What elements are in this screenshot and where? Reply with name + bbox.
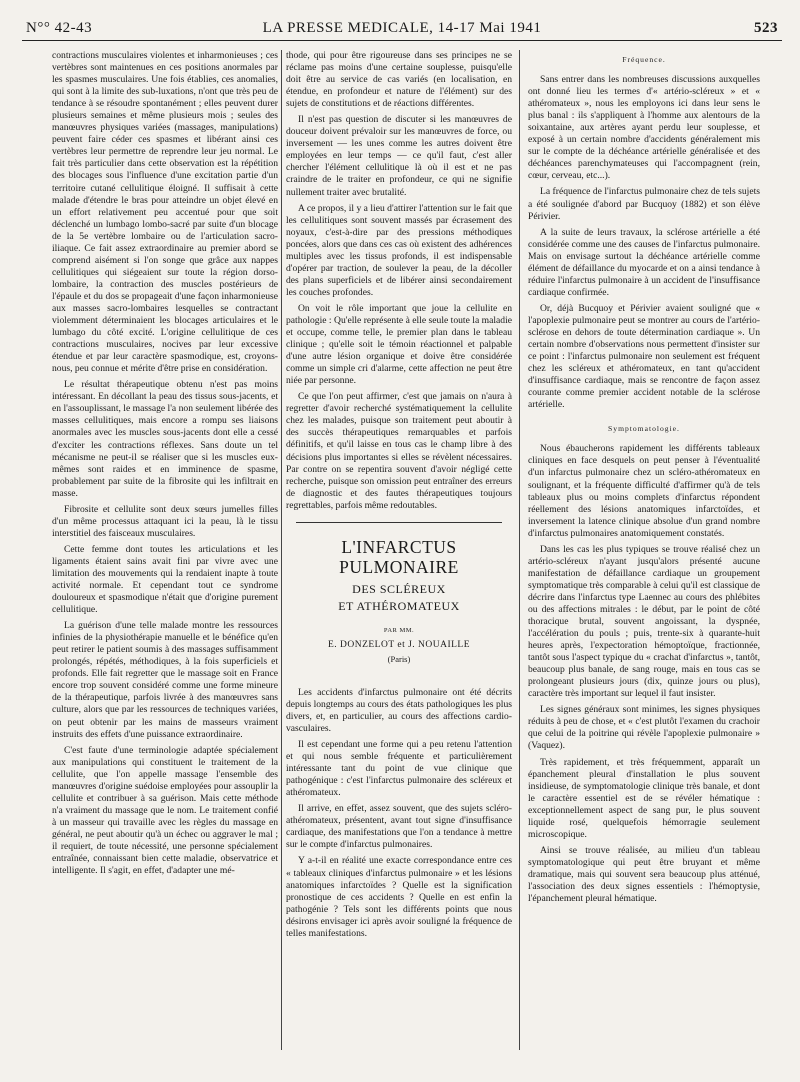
column-rule-right	[519, 50, 520, 1050]
paragraph: Les signes généraux sont minimes, les signes physiques réduits à peu de chose, et « c'est plutôt l'examen du crachoir que celui de la poitrine qui révèle l'apoplexie pulmonaire » (Vaquez).	[528, 704, 760, 752]
article-separator	[296, 522, 502, 523]
paragraph: Dans les cas les plus typiques se trouve réalisé chez un artério-scléreux n'ayant jusqu'alors présenté aucune manifestation de défaillance cardiaque un groupement symptomatique très comparable à celui qu'il est classique de décrire dans l'infarctus type Laennec au cours des phlébites ou des affections mitrales : le début, par le point de côté thoracique brutal, souvent angoissant, la dyspnée, l'accélération du pouls ; puis, trente-six à quarante-huit heures après, l'expectoration hémoptoïque, fractionnée, tantôt sous l'aspect typique du « crachat d'infarctus », tantôt, beaucoup plus banale, de sang rouge, mais en tous cas se prolongeant plusieurs jours (dix, quinze jours ou plus), caractère très important sur lequel il faut insister.	[528, 543, 760, 700]
paragraph: Le résultat thérapeutique obtenu n'est pas moins intéressant. En décollant la peau des tissus sous-jacents, et en l'assouplissant, le massage l'a non seulement libérée des masses cellulitiques, mais encore a rompu ses liaisons anormales avec les muscles sous-jacents dont elle a cessé d'exciter les contractions réflexes. Sans doute un tel mécanisme ne peut-il se réaliser que si les muscles eux-mêmes sont raides et en imminence de spasme, probablement par suite de la fibrosite qui les infiltrait en masse.	[52, 379, 278, 499]
article-subtitle: DES SCLÉREUX	[352, 581, 446, 596]
page-number: 523	[754, 20, 778, 36]
paragraph: Il arrive, en effet, assez souvent, que des sujets scléro-athéromateux, présentent, avant tout signe d'insuffisance cardiaque, des manifestations que l'on a tendance à mettre sur le compte d'infarctus pulmonaires.	[286, 803, 512, 851]
journal-title: LA PRESSE MEDICALE, 14-17 Mai 1941	[262, 20, 542, 36]
byline-place: (Paris)	[387, 653, 411, 664]
paragraph: Fibrosite et cellulite sont deux sœurs jumelles filles d'un même processus attaquant ici la peau, là le tissu interstitiel des faisceaux musculaires.	[52, 503, 278, 539]
paragraph: Très rapidement, et très fréquemment, apparaît un épanchement pleural d'installation le plus souvent insidieuse, de symptomatologie clinique très banale, et dont le caractère essentiel est de se révéler hématique : exceptionnellement aspect de sang pur, le plus souvent liquide rosé, quelquefois hémorragie seulement microscopique.	[528, 756, 760, 840]
masthead	[22, 18, 782, 41]
paragraph: Sans entrer dans les nombreuses discussions auxquelles ont donné lieu les termes d'« artério-scléreux » et « athéromateux », nous les employons ici dans leur sens le plus banal : ils s'appliquent à l'homme aux alentours de la soixantaine, aux artères ayant perdu leur souplesse, et exposé à un certain nombre d'accidents généralement mis sur le compte de la déchéance artérielle généralisée et des déchéances parenchymateuses qui l'accompagnent (rein, cœur, cerveau, etc...).	[528, 74, 760, 182]
paragraph: contractions musculaires violentes et inharmonieuses ; ces vertèbres sont maintenues en ces positions anormales par les spasmes musculaires. Une fois établies, ces anomalies, qui sont à la limite des sub-luxations, n'ont que très peu de tendance à se résoudre spontanément ; elles peuvent durer plusieurs semaines et même plusieurs mois ; seules des manœuvres physiques variées (massages, manipulations) peuvent faire céder ces spasmes et libérant ainsi ces vertèbres leur permettre de reprendre leur jeu normal. Le fait très particulier dans cette observation est la répétition des blocages sous l'influence d'une excitation partie d'un territoire cutané cellulitique éloigné. Il suffisait à cette malade d'étendre le bras pour atteindre un objet élevé en un effort relativement peu accentué pour que soit déclenché un lumbago lombo-sacré par suite d'un blocage de la 5e vertèbre lombaire ou de l'articulation sacro-iliaque. Ce fait assez extraordinaire au premier abord se comprend aisément si l'on songe que grâce aux nappes cellulitiques qui siégeaient sur toute la région dorso-lombaire, la contraction des muscles postérieurs de l'épaule et du dos se propageait d'une façon inharmonieuse aux masses sacro-lombaires lesquelles se contractant violemment déterminaient les blocages articulaires et le lumbago du côté excité. L'origine cellulitique de ces contractions musculaires, nocives par leur excessive étendue et par leur caractère spasmodique, est, croyons-nous, peu connue et mérite d'être prise en considération.	[52, 50, 278, 375]
paragraph: La fréquence de l'infarctus pulmonaire chez de tels sujets a été soulignée d'abord par Bucquoy (1882) et son élève Périvier.	[528, 186, 760, 222]
section-heading: Fréquence.	[622, 55, 666, 64]
article-title: L'INFARCTUS PULMONAIRE	[339, 536, 459, 577]
paragraph: Il n'est pas question de discuter si les manœuvres de douceur doivent prévaloir sur les manœuvres de force, ou inversement — les unes comme les autres doivent être employées en leur temps — ce qu'il faut, c'est aller chercher l'élément cellulitique là où il est et ne pas craindre de le traiter en profondeur, ce qui ne signifie nullement traiter avec brutalité.	[286, 114, 512, 198]
paragraph: A ce propos, il y a lieu d'attirer l'attention sur le fait que les cellulitiques sont souvent massés par écrasement des noyaux, c'est-à-dire par des pressions méthodiques poncées, alors que dans ces cas où existent des adhérences multiples avec les tissus profonds, il est indispensable d'opérer par traction, de soulever la peau, de la décoller des plans superficiels et de libérer ainsi secondairement les couches profondes.	[286, 202, 512, 298]
paragraph: Or, déjà Bucquoy et Périvier avaient souligné que « l'apoplexie pulmonaire peut se montrer au cours de l'artério-sclérose en dehors de toute détermination cardiaque ». Un certain nombre d'observations nous permettent d'insister sur ce point : l'infarctus pulmonaire non seulement est fréquent chez les scléreux et athéromateux, en tant qu'accident d'insuffisance cardiaque, mais se rencontre de façon assez courante comme premier accident notable de la sclérose artérielle.	[528, 302, 760, 411]
byline-prefix: PAR MM.	[383, 626, 415, 634]
paragraph: Y a-t-il en réalité une exacte correspondance entre ces « tableaux cliniques d'infarctus pulmonaire » et les lésions anatomiques infarctoïdes ? Quelle est la signification pronostique de ces accidents ? Quelle en est enfin la pathogénie ? Tels sont les différents points que nous désirons envisager ici après avoir souligné la fréquence de telles manifestations.	[286, 855, 512, 939]
column-middle	[286, 50, 512, 940]
paragraph: thode, qui pour être rigoureuse dans ses principes ne se réclame pas moins d'une certaine souplesse, puisqu'elle doit être au service de cas variés (en localisation, en étendue, en profondeur et nature de l'élément) sur des sujets de constitutions et de réactions différentes.	[286, 50, 512, 110]
byline-authors: E. DONZELOT et J. NOUAILLE	[327, 639, 471, 650]
paragraph: Cette femme dont toutes les articulations et les ligaments étaient sains avait fini par vivre avec une limitation des mouvements qui la rendaient inapte à toute activité normale. Et cependant tout ce syndrome douloureux et spasmodique n'était que d'origine purement cellulitique.	[52, 543, 278, 616]
paragraph: Il est cependant une forme qui a peu retenu l'attention et qui nous semble fréquente et particulièrement intéressante tant du point de vue clinique que pathogénique : c'est l'infarctus pulmonaire des scléreux et athéromateux.	[286, 739, 512, 799]
paragraph: C'est faute d'une terminologie adaptée spécialement aux manipulations qui constituent le traitement de la cellulite, que l'on appelle massage l'ensemble des manœuvres d'origine suédoise employées pour assouplir la cellulite et contribuer à sa guérison. Mais cette méthode n'a vraiment du massage que le nom. Le traitement confié à un masseur qui travaille avec les règles du massage en général, ne peut aboutir qu'à un échec ou aggraver le mal ; il requiert, de toute nécessité, une personne spécialement entraînée, connaissant bien cette maladie, observatrice et intelligente. Il s'agit, en effet, d'adapter une mé-	[52, 744, 278, 877]
section-heading: Symptomatologie.	[608, 424, 680, 434]
paragraph: Les accidents d'infarctus pulmonaire ont été décrits depuis longtemps au cours des états pathologiques les plus divers, et, en particulier, au cours des affections cardio-vasculaires.	[286, 686, 512, 735]
paragraph: On voit le rôle important que joue la cellulite en pathologie : Qu'elle représente à elle seule toute la maladie et occupe, comme telle, le premier plan dans le tableau clinique ; qu'elle soit le témoin réactionnel et palpable d'une autre lésion organique et doive être considérée comme un simple cri d'alarme, cette affection ne peut être niée par personne.	[286, 302, 512, 387]
column-left	[52, 50, 278, 877]
issue-number: N°° 42-43	[26, 20, 93, 36]
paragraph: Ainsi se trouve réalisée, au milieu d'un tableau symptomatologique qui peut être bruyant et même dramatique, mais qui souvent sera beaucoup plus atténué, l'association des deux signes essentiels : l'hémoptysie, l'épanchement pleural hématique.	[528, 844, 760, 905]
paragraph: Nous ébaucherons rapidement les différents tableaux cliniques en face desquels on peut penser à l'éventualité d'un infarctus pulmonaire chez un scléro-athéromateux en soulignant, et la fréquente difficulté d'affirmer qu'à de tels tableaux plus ou moins complets d'infarctus répondent réellement des lésions anatomiques infarctoïdes, et inversement la latence clinique absolue d'un grand nombre d'infarctus pulmonaires anatomiquement constatés.	[528, 443, 760, 539]
column-right	[528, 50, 760, 905]
paragraph: La guérison d'une telle malade montre les ressources infinies de la physiothérapie manuelle et le bénéfice qu'en peut retirer le patient soumis à des massages suffisamment prolongés, répétés, méthodiques, à la fois superficiels et profonds. Elle fait regretter que le massage soit en France encore trop souvent considéré comme une forme mineure de la thérapeutique, parfois livrée à des manœuvres sans culture, alors que par les ressources de techniques variées, on peut obtenir par les mains de masseurs vraiment instruits des effets d'une puissance extraordinaire.	[52, 620, 278, 740]
article-subtitle: ET ATHÉROMATEUX	[338, 598, 460, 613]
paragraph: Ce que l'on peut affirmer, c'est que jamais on n'aura à regretter d'avoir recherché systématiquement la cellulite chez les malades, puisque son traitement peut aboutir à des succès thérapeutiques remarquables et parfois définitifs, et qu'il laisse en tous cas le champ libre à des décisions plus importantes si elles se révèlent nécessaires. Par contre on se repentira souvent d'avoir négligé cette recherche, puisque son omission peut entraîner des erreurs de diagnostic et des fautes thérapeutiques toujours regrettables, parfois même redoutables.	[286, 391, 512, 511]
column-rule-left	[281, 50, 282, 1050]
paragraph: A la suite de leurs travaux, la sclérose artérielle a été considérée comme une des causes de l'infarctus pulmonaire. Mais on envisage surtout la déchéance artérielle comme élément de défaillance du myocarde et on a ainsi tendance à réduire l'infarctus pulmonaire à un accident de l'insuffisance cardiaque confirmée.	[528, 226, 760, 298]
